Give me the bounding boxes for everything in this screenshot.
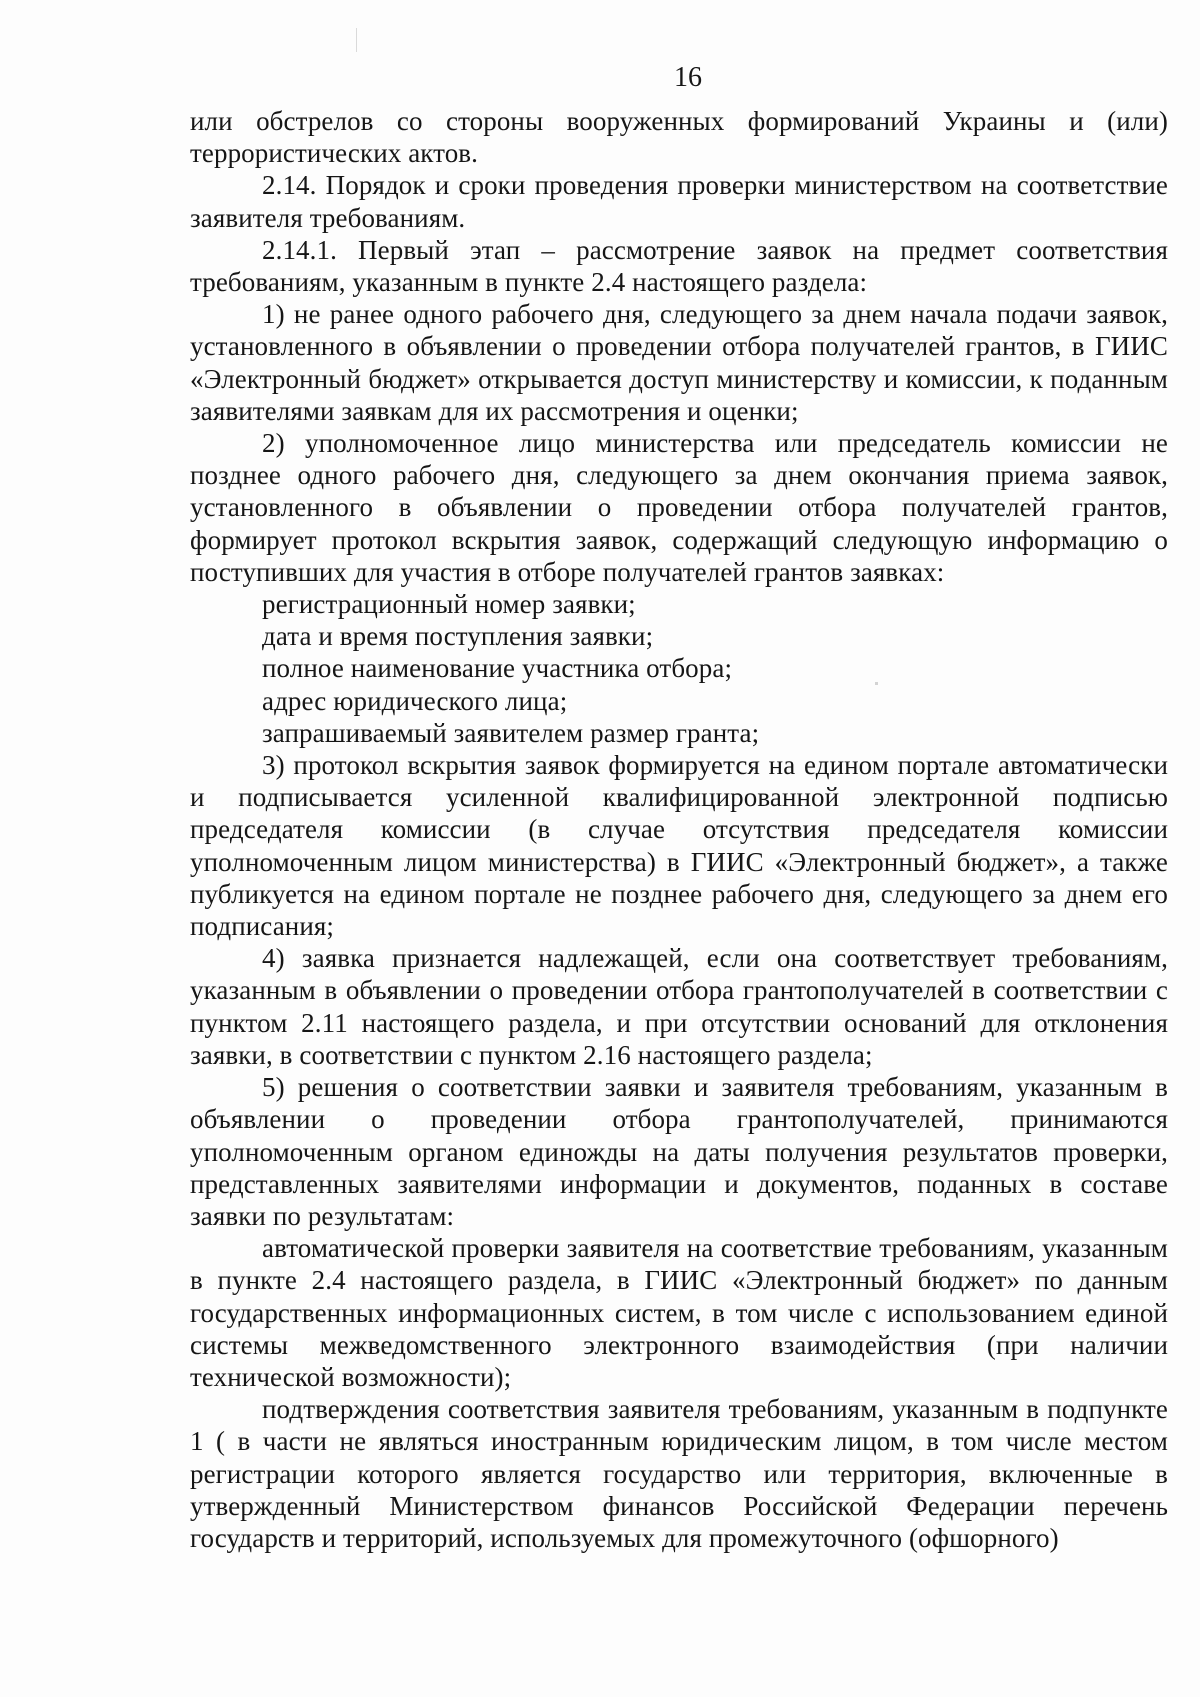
subclause-4: 4) заявка признается надлежащей, если она соответствует требованиям, указанным в объявлении о проведении отбора грантополучателей в соответствии с пунктом 2.11 настоящего раздела, и при отсутствии оснований для отклонения заявки, в соответствии с пунктом 2.16 настоящего раздела; (190, 943, 1168, 1070)
scan-speck (356, 28, 357, 52)
list-item: полное наименование участника отбора; (262, 653, 733, 684)
check-confirmation: подтверждения соответствия заявителя требованиям, указанным в подпункте 1 ( в части не являться иностранным юридическим лицом, в том числе местом регистрации которого является государство или территория, включенные в утвержденный Министерством финансов Российской Федерации перечень государств и территорий, используемых для промежуточного (офшорного) (190, 1394, 1168, 1553)
clause-2-14-1: 2.14.1. Первый этап – рассмотрение заявок на предмет соответствия требованиям, указанным в пункте 2.4 настоящего раздела: (190, 234, 1168, 298)
page-number: 16 (674, 62, 702, 93)
list-item: адрес юридического лица; (262, 685, 568, 716)
subclause-2: 2) уполномоченное лицо министерства или председатель комиссии не позднее одного рабочего дня, следующего за днем окончания приема заявок, установленного в объявлении о проведении отбора получателей грантов, формирует протокол вскрытия заявок, содержащий следующую информацию о поступивших для участия в отборе получателей грантов заявках: (190, 428, 1168, 587)
check-automatic: автоматической проверки заявителя на соответствие требованиям, указанным в пункте 2.4 настоящего раздела, в ГИИС «Электронный бюджет» по данным государственных информационных систем, в том числе с использованием единой системы межведомственного электронного взаимодействия (при наличии технической возможности); (190, 1233, 1168, 1392)
clause-2-14: 2.14. Порядок и сроки проведения проверки министерством на соответствие заявителя требованиям. (190, 170, 1168, 233)
list-item: запрашиваемый заявителем размер гранта; (262, 717, 760, 748)
subclause-5: 5) решения о соответствии заявки и заявителя требованиям, указанным в объявлении о проведении отбора грантополучателей, принимаются уполномоченным органом единожды на даты получения результатов проверки, представленных заявителями информации и документов, поданных в составе заявки по результатам: (190, 1072, 1168, 1231)
document-body (190, 105, 1168, 1554)
subclause-3: 3) протокол вскрытия заявок формируется на едином портале автоматически и подписывается усиленной квалифицированной электронной подписью председателя комиссии (в случае отсутствия председателя комиссии уполномоченным лицом министерства) в ГИИС «Электронный бюджет», а также публикуется на едином портале не позднее рабочего дня, следующего за днем его подписания; (190, 750, 1168, 942)
list-item: дата и время поступления заявки; (262, 621, 654, 652)
list-item: регистрационный номер заявки; (262, 589, 636, 620)
paragraph-continuation: или обстрелов со стороны вооруженных формирований Украины и (или) террористических актов. (190, 106, 1168, 169)
subclause-1: 1) не ранее одного рабочего дня, следующего за днем начала подачи заявок, установленного в объявлении о проведении отбора получателей грантов, в ГИИС «Электронный бюджет» открывается доступ министерству и комиссии, к поданным заявителями заявкам для их рассмотрения и оценки; (190, 299, 1168, 426)
